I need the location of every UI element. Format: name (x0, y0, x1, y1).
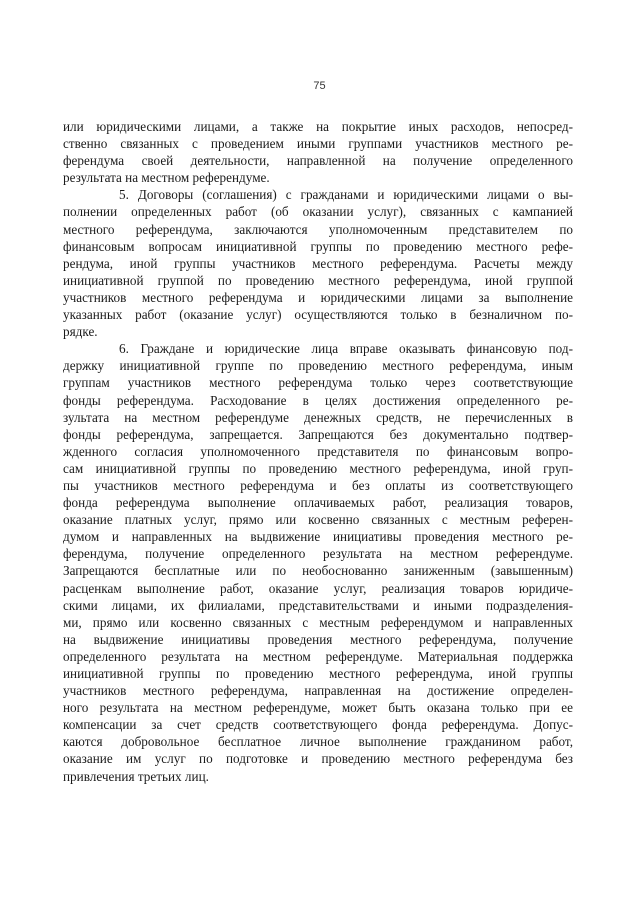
text-line: жденного согласия уполномоченного представителя по финансовым вопро- (63, 443, 573, 459)
text-line: рядке. (63, 324, 98, 340)
text-line: 6. Граждане и юридические лица вправе оказывать финансовую под- (119, 341, 573, 357)
text-line: фонда референдума выполнение оплачиваемых работ, реализация товаров, (63, 495, 573, 511)
text-line: местного референдума, заключаются уполномоченным представителем по (63, 221, 573, 237)
text-line: на выдвижение инициативы проведения местного референдума, получение (63, 631, 573, 647)
text-line: расценкам выполнение работ, оказание услуг, реализация товаров юридиче- (63, 580, 573, 596)
text-line: участников местного референдума, направленная на достижение определен- (63, 683, 573, 699)
text-line: держку инициативной группе по проведению местного референдума, иным (63, 358, 573, 374)
text-line: финансовым вопросам инициативной группы по проведению местного рефе- (63, 238, 573, 254)
text-line: каются добровольное бесплатное личное выполнение гражданином работ, (63, 734, 573, 750)
text-line: результата на местном референдуме. (63, 170, 270, 186)
text-line: ферендума, получение определенного результата на местном референдуме. (63, 546, 573, 562)
text-line: группам участников местного референдума только через соответствующие (63, 375, 573, 391)
text-line: ми, прямо или косвенно связанных с местным референдумом и направленных (63, 614, 573, 630)
text-line: участников местного референдума и юридическими лицами за выполнение (63, 289, 573, 305)
text-line: Запрещаются бесплатные или по необоснованно заниженным (завышенным) (63, 563, 573, 579)
text-line: или юридическими лицами, а также на покрытие иных расходов, непосред- (63, 119, 573, 134)
page-number: 75 (313, 80, 326, 92)
text-line: оказание им услуг по подготовке и проведению местного референдума без (63, 751, 573, 767)
text-line: фонды референдума, запрещается. Запрещаются без документально подтвер- (63, 426, 573, 442)
text-line: инициативной группы по проведению местного референдума, иной группы (63, 666, 573, 681)
text-line: привлечения третьих лиц. (63, 768, 209, 784)
paragraph (63, 118, 573, 186)
text-line: рендума, иной группы участников местного референдума. Расчеты между (63, 255, 573, 271)
paragraph (63, 340, 573, 784)
text-line: 5. Договоры (соглашения) с гражданами и юридическими лицами о вы- (119, 187, 573, 203)
paragraph (63, 186, 573, 340)
text-line: пы участников местного референдума и без оплаты из соответствующего (63, 477, 573, 493)
text-line: сам инициативной группы по проведению местного референдума, иной груп- (63, 460, 573, 476)
text-line: компенсации за счет средств соответствующего фонда референдума. Допус- (63, 717, 573, 733)
text-line: указанных работ (оказание услуг) осуществляются только в безналичном по- (63, 307, 573, 323)
text-line: инициативной группой по проведению местного референдума, иной группой (63, 272, 573, 288)
text-line: фонды референдума. Расходование в целях достижения определенного ре- (63, 392, 573, 408)
text-line: ного результата на местном референдуме, может быть оказана только при ее (63, 700, 573, 716)
text-line: ственно связанных с проведением иными группами участников местного ре- (63, 136, 573, 152)
text-line: определенного результата на местном референдуме. Материальная поддержка (63, 648, 573, 664)
text-line: оказание платных услуг, прямо или косвенно связанных с местным референ- (63, 512, 573, 528)
text-line: думом и направленных на выдвижение инициативы проведения местного ре- (63, 529, 573, 545)
text-line: зультата на местном референдуме денежных средств, не перечисленных в (63, 409, 573, 425)
text-line: ферендума своей деятельности, направленной на получение определенного (63, 153, 573, 169)
text-line: полнении определенных работ (об оказании услуг), связанных с кампанией (63, 204, 573, 220)
document-body (63, 118, 573, 785)
text-line: скими лицами, их филиалами, представительствами и иными подразделения- (63, 597, 573, 613)
